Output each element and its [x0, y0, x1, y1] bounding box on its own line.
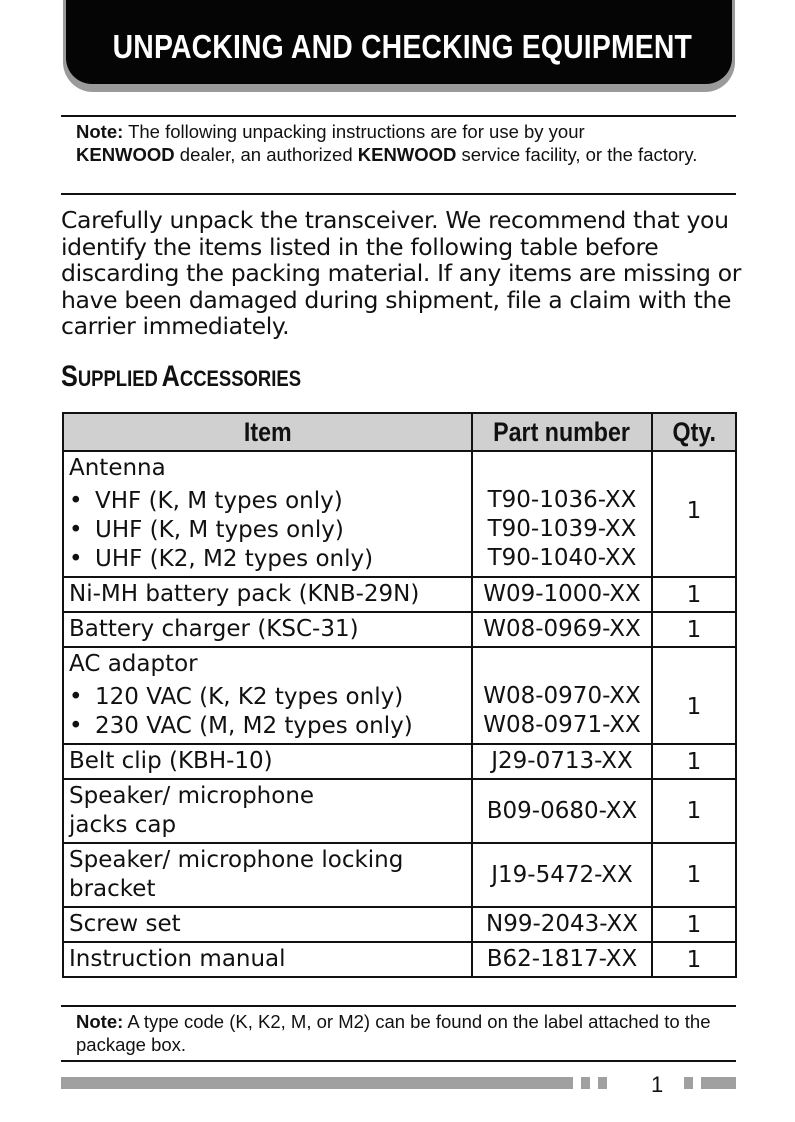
- table-row: [63, 907, 736, 942]
- table-row: [63, 744, 736, 779]
- section-heading: SUPPLIED ACCESSORIES: [61, 360, 302, 393]
- footer-bar-end: [701, 1077, 736, 1089]
- item-cell: Screw set: [63, 907, 472, 942]
- part-number-cell: B62-1817-XX: [472, 942, 652, 977]
- footer-bar-segment: [684, 1077, 693, 1089]
- table-row: [63, 451, 736, 577]
- list-item: • 120 VAC (K, K2 types only): [69, 684, 404, 710]
- item-cell: Speaker/ microphone jacks cap: [63, 779, 472, 843]
- qty-cell: 1: [652, 647, 736, 744]
- header-part-number: Part number: [472, 413, 652, 451]
- note-label: Note:: [76, 1011, 124, 1032]
- table-row: [63, 647, 736, 744]
- intro-paragraph: Carefully unpack the transceiver. We recommend that you identify the items listed in the following table before discarding the packing material. If any items are missing or have been damaged during shipment, file a claim with the carrier immediately.: [61, 206, 742, 340]
- qty-cell: 1: [652, 907, 736, 942]
- item-cell: Ni-MH battery pack (KNB-29N): [63, 577, 472, 612]
- part-number-cell: J29-0713-XX: [472, 744, 652, 779]
- part-number-cell: W08-0969-XX: [472, 612, 652, 647]
- note-label: Note:: [76, 121, 124, 142]
- list-item: • VHF (K, M types only): [69, 488, 343, 514]
- header-item: Item: [63, 413, 472, 451]
- part-number-cell: B09-0680-XX: [472, 779, 652, 843]
- note-box-top: [61, 115, 736, 195]
- accessories-table: [62, 412, 737, 978]
- item-cell: [63, 647, 472, 744]
- footer-bar-segment: [598, 1077, 607, 1089]
- qty-cell: 1: [652, 451, 736, 577]
- table-row: [63, 577, 736, 612]
- item-group-title: Antenna: [69, 455, 166, 481]
- qty-cell: 1: [652, 612, 736, 647]
- item-group-title: AC adaptor: [69, 651, 198, 677]
- note-box-bottom: [61, 1005, 736, 1062]
- list-item: • 230 VAC (M, M2 types only): [69, 713, 413, 739]
- table-row: [63, 942, 736, 977]
- table-row: [63, 612, 736, 647]
- list-item: • UHF (K, M types only): [69, 517, 344, 543]
- note-text-top: Note: The following unpacking instructions are for use by your KENWOOD dealer, an authorized KENWOOD service facility, or the factory.: [76, 121, 698, 165]
- footer-bar: [61, 1077, 573, 1089]
- item-cell: Battery charger (KSC-31): [63, 612, 472, 647]
- part-number-cell: W09-1000-XX: [472, 577, 652, 612]
- brand-name: KENWOOD: [357, 143, 457, 165]
- list-item: • UHF (K2, M2 types only): [69, 546, 374, 572]
- qty-cell: 1: [652, 744, 736, 779]
- item-cell: [63, 451, 472, 577]
- table-row: [63, 843, 736, 907]
- qty-cell: 1: [652, 843, 736, 907]
- note-text-bottom: Note: A type code (K, K2, M, or M2) can be found on the label attached to the package box.: [76, 1011, 711, 1055]
- page-number: 1: [651, 1072, 664, 1097]
- part-number-cell: J19-5472-XX: [472, 843, 652, 907]
- header-qty: Qty.: [652, 413, 736, 451]
- table-header-row: [63, 413, 736, 451]
- footer-bar-segment: [581, 1077, 590, 1089]
- page-title: UNPACKING AND CHECKING EQUIPMENT: [112, 28, 693, 65]
- item-cell: Belt clip (KBH-10): [63, 744, 472, 779]
- qty-cell: 1: [652, 779, 736, 843]
- qty-cell: 1: [652, 942, 736, 977]
- part-number-cell: N99-2043-XX: [472, 907, 652, 942]
- part-number-cell: W08-0970-XX W08-0971-XX: [472, 647, 652, 744]
- brand-name: KENWOOD: [76, 143, 175, 165]
- item-cell: Instruction manual: [63, 942, 472, 977]
- item-cell: Speaker/ microphone locking bracket: [63, 843, 472, 907]
- qty-cell: 1: [652, 577, 736, 612]
- table-row: [63, 779, 736, 843]
- part-number-cell: T90-1036-XX T90-1039-XX T90-1040-XX: [472, 451, 652, 577]
